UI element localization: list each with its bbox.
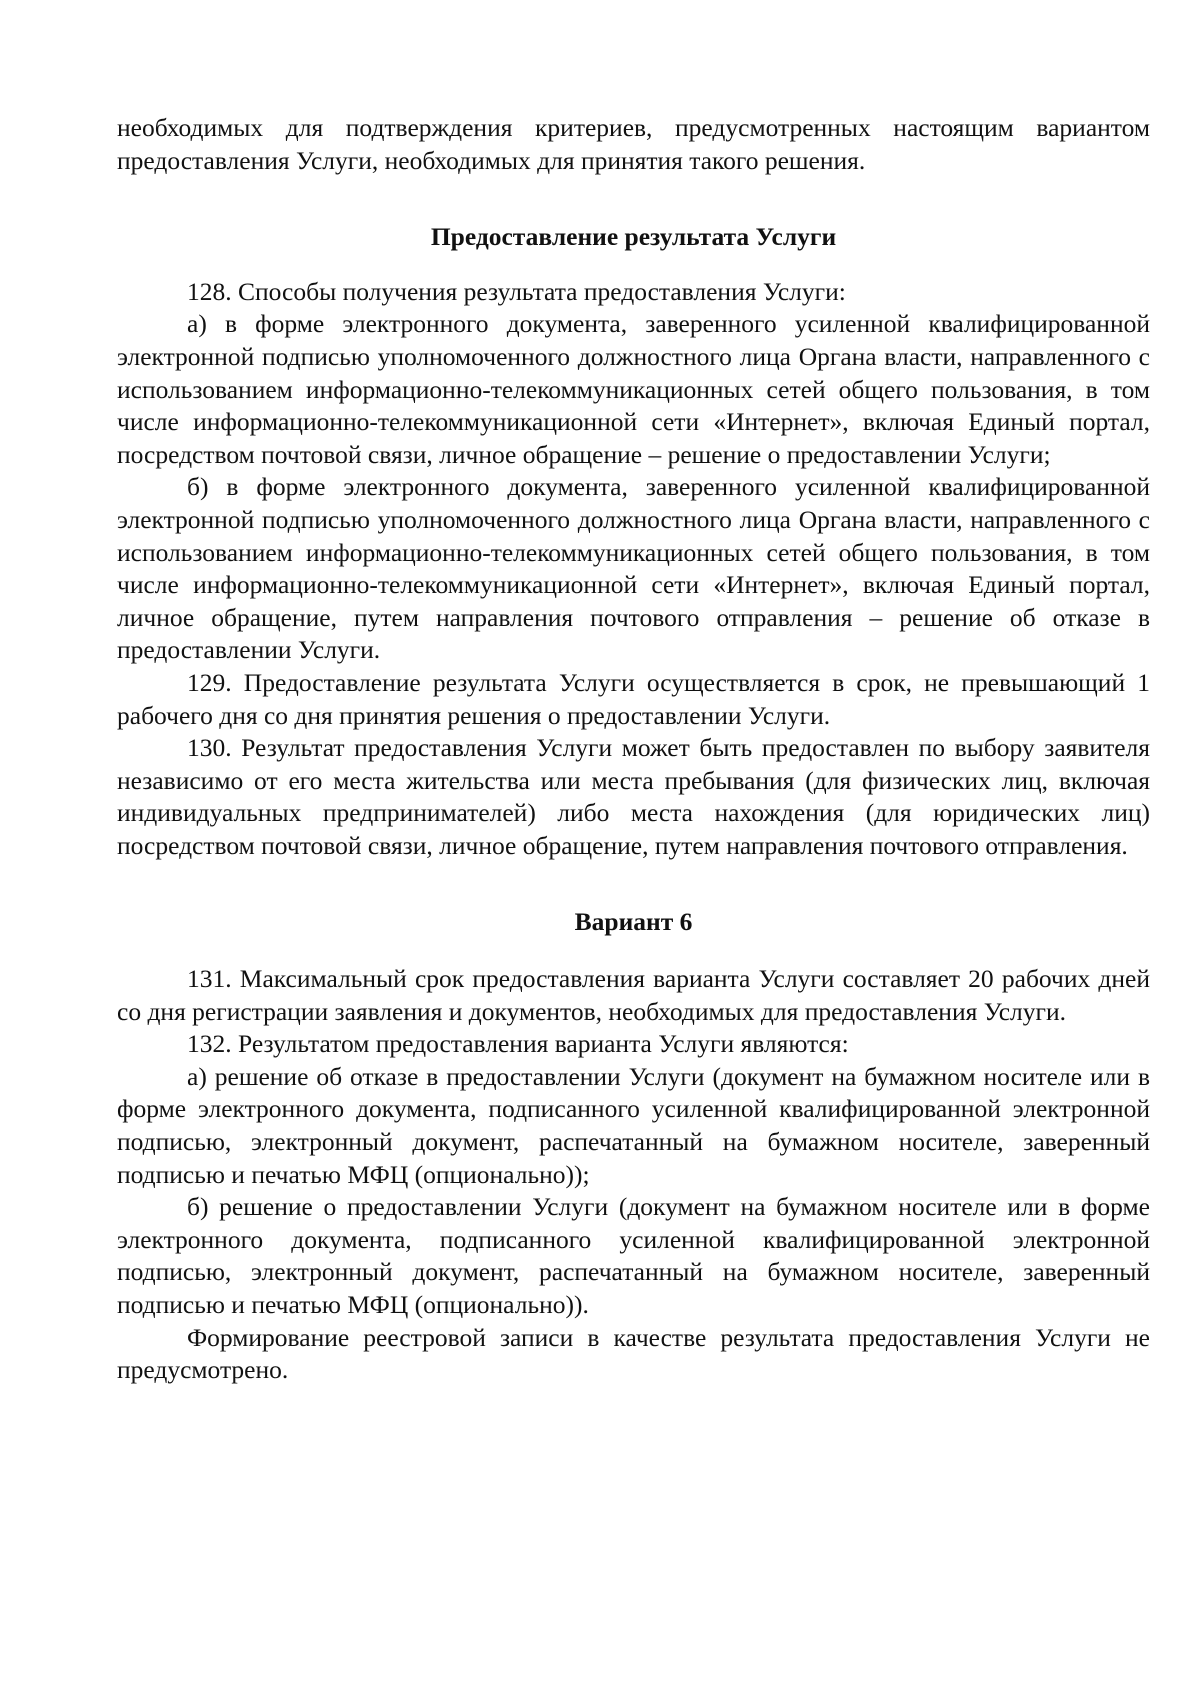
paragraph-128: 128. Способы получения результата предоставления Услуги: (187, 276, 846, 306)
section-variant-body (117, 963, 1150, 1387)
section-heading-variant: Вариант 6 (574, 907, 693, 937)
paragraph-132-b: б) решение о предоставлении Услуги (документ на бумажном носителе или в форме электронного документа, подписанного усиленной квалифицированной электронной подписью, электронный документ, распечатанный на бумажном носителе, заверенный подписью и печатью МФЦ (опционально)). (117, 1192, 1150, 1319)
document-page (117, 112, 1150, 1387)
paragraph-registry: Формирование реестровой записи в качестве результата предоставления Услуги не предусмотрено. (117, 1322, 1150, 1385)
paragraph-128-b: б) в форме электронного документа, заверенного усиленной квалифицированной электронной подписью уполномоченного должностного лица Органа власти, направленного с использованием информационно-телекоммуникационных сетей общего пользования, в том числе информационно-телекоммуникационной сети «Интернет», включая Единый портал, личное обращение, путем направления почтового отправления – решение об отказе в предоставлении Услуги. (117, 472, 1150, 665)
section-heading-result: Предоставление результата Услуги (430, 222, 837, 252)
paragraph-130: 130. Результат предоставления Услуги может быть предоставлен по выбору заявителя независимо от его места жительства или места пребывания (для физических лиц, включая индивидуальных предпринимателей) либо места нахождения (для юридических лиц) посредством почтовой связи, личное обращение, путем направления почтового отправления. (117, 733, 1150, 860)
paragraph-131: 131. Максимальный срок предоставления варианта Услуги составляет 20 рабочих дней со дня регистрации заявления и документов, необходимых для предоставления Услуги. (117, 964, 1150, 1026)
intro-paragraph: необходимых для подтверждения критериев, предусмотренных настоящим вариантом предоставления Услуги, необходимых для принятия такого решения. (117, 113, 1150, 175)
paragraph-128-a: а) в форме электронного документа, заверенного усиленной квалифицированной электронной подписью уполномоченного должностного лица Органа власти, направленного с использованием информационно-телекоммуникационных сетей общего пользования, в том числе информационно-телекоммуникационной сети «Интернет», включая Единый портал, посредством почтовой связи, личное обращение – решение о предоставлении Услуги; (117, 309, 1150, 469)
paragraph-132: 132. Результатом предоставления варианта Услуги являются: (187, 1029, 849, 1059)
section-result-body (117, 276, 1150, 863)
paragraph-129: 129. Предоставление результата Услуги осуществляется в срок, не превышающий 1 рабочего дня со дня принятия решения о предоставлении Услуги. (117, 667, 1150, 730)
paragraph-132-a: а) решение об отказе в предоставлении Услуги (документ на бумажном носителе или в форме электронного документа, подписанного усиленной квалифицированной электронной подписью, электронный документ, распечатанный на бумажном носителе, заверенный подписью и печатью МФЦ (опционально)); (117, 1061, 1150, 1189)
